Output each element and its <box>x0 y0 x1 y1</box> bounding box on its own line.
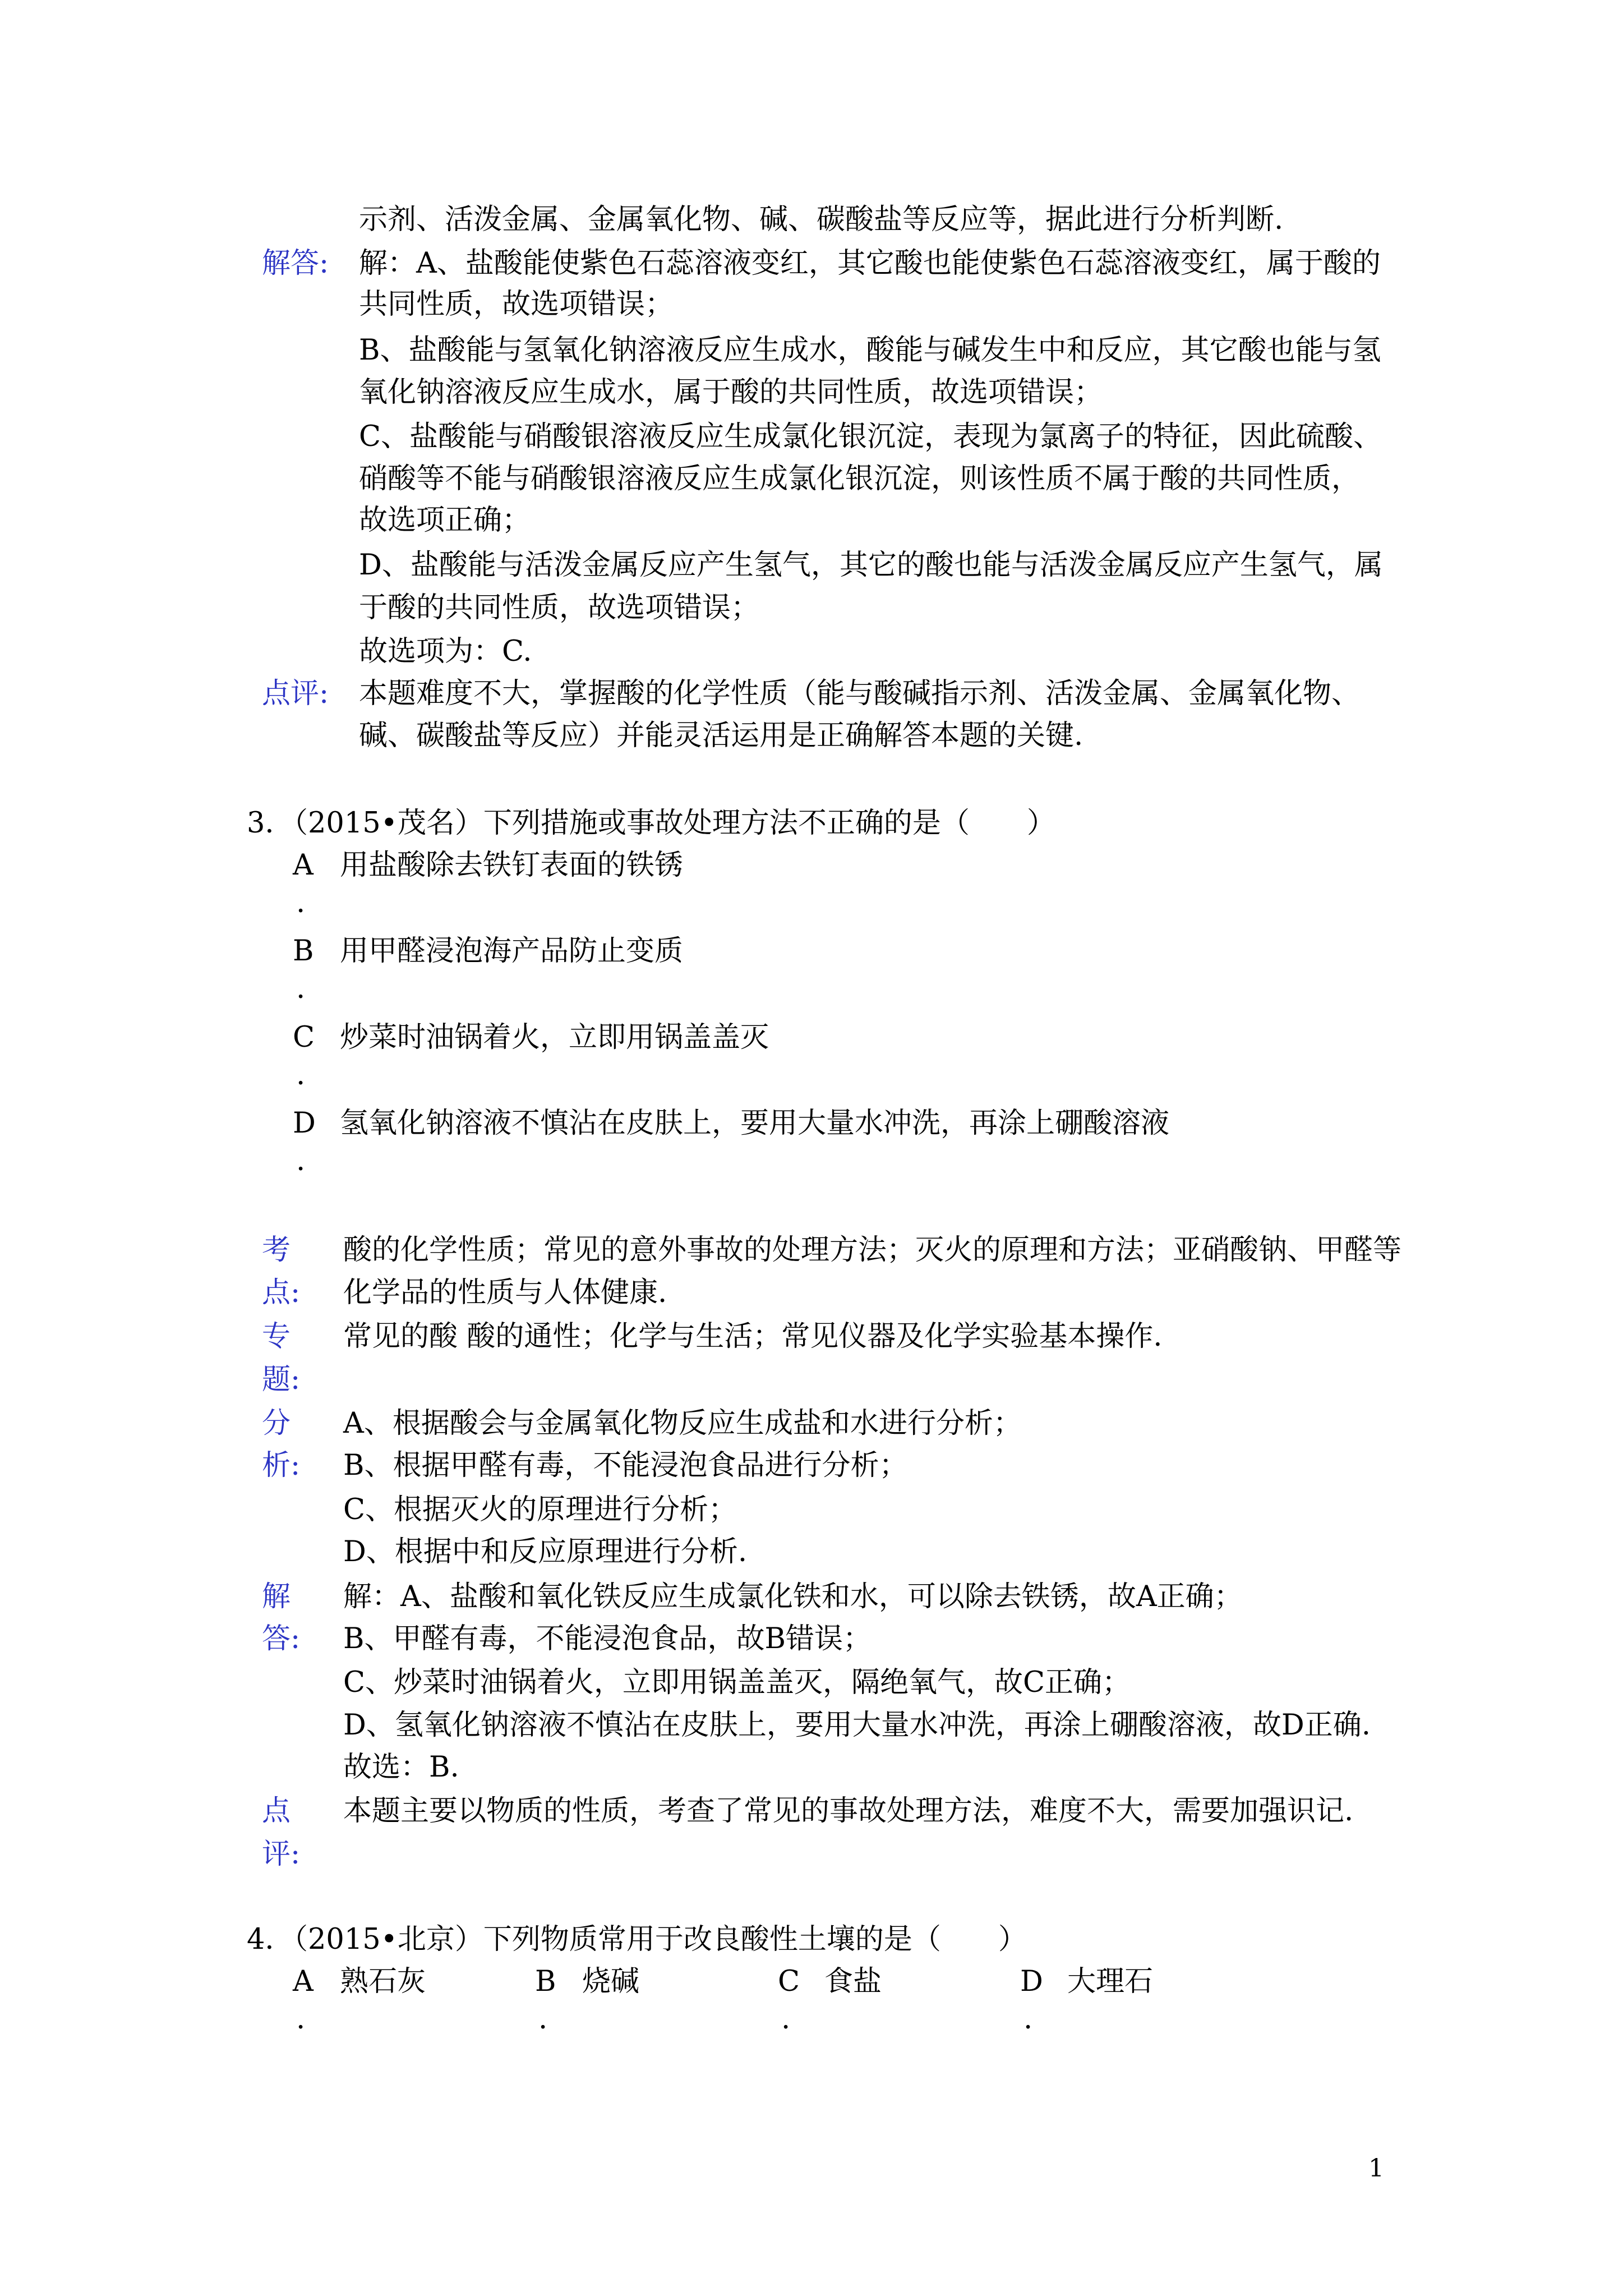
q4-option-dot: . <box>781 2003 791 2036</box>
q2-answer-line: 解：A、盐酸能使紫色石蕊溶液变红，其它酸也能使紫色石蕊溶液变红，属于酸的 <box>359 247 1381 280</box>
q3-option-letter: C <box>293 1021 315 1054</box>
q3-option-text: 炒菜时油锅着火，立即用锅盖盖灭 <box>340 1021 769 1054</box>
q2-answer-line: D、盐酸能与活泼金属反应产生氢气，其它的酸也能与活泼金属反应产生氢气，属 <box>359 549 1383 582</box>
q3-fenxi-line: D、根据中和反应原理进行分析. <box>343 1535 748 1568</box>
q3-option-letter: B <box>293 935 314 968</box>
q3-jieda-line: C、炒菜时油锅着火，立即用锅盖盖灭，隔绝氧气，故C正确； <box>343 1666 1131 1699</box>
q4-option-dot: . <box>1023 2003 1033 2036</box>
q3-kaodian-label: 点: <box>262 1276 301 1309</box>
q4-option-letter: C <box>778 1965 800 1998</box>
q4-option-letter: D <box>1020 1965 1043 1998</box>
q2-answer-line: 共同性质，故选项错误； <box>359 288 674 321</box>
q3-dianping-label: 点 <box>262 1795 291 1828</box>
q2-answer-line: 硝酸等不能与硝酸银溶液反应生成氯化银沉淀，则该性质不属于酸的共同性质， <box>359 462 1361 495</box>
q3-option-text: 用甲醛浸泡海产品防止变质 <box>340 935 684 968</box>
q3-fenxi-line: C、根据灭火的原理进行分析； <box>343 1493 737 1526</box>
q4-stem: 4．（2015•北京）下列物质常用于改良酸性土壤的是（ ） <box>247 1923 1027 1956</box>
q4-option-dot: . <box>538 2003 548 2036</box>
q3-zhuanti-line: 常见的酸 酸的通性；化学与生活；常见仪器及化学实验基本操作. <box>343 1320 1163 1353</box>
q3-stem: 3．（2015•茂名）下列措施或事故处理方法不正确的是（ ） <box>247 807 1055 840</box>
q2-answer-line: C、盐酸能与硝酸银溶液反应生成氯化银沉淀，表现为氯离子的特征，因此硫酸、 <box>359 420 1382 453</box>
q2-comment-line: 本题难度不大，掌握酸的化学性质（能与酸碱指示剂、活泼金属、金属氧化物、 <box>359 677 1361 710</box>
q3-kaodian-line: 酸的化学性质；常见的意外事故的处理方法；灭火的原理和方法；亚硝酸钠、甲醛等 <box>343 1234 1402 1267</box>
q3-fenxi-label: 析: <box>262 1449 301 1482</box>
q3-fenxi-line: B、根据甲醛有毒，不能浸泡食品进行分析； <box>343 1449 908 1482</box>
q2-answer-line: 故选项为：C. <box>359 635 532 668</box>
q4-option-text: 熟石灰 <box>340 1965 426 1998</box>
q3-kaodian-label: 考 <box>262 1234 291 1267</box>
q2-analysis-tail: 示剂、活泼金属、金属氧化物、碱、碳酸盐等反应等，据此进行分析判断. <box>359 203 1284 236</box>
q3-dianping-line: 本题主要以物质的性质，考查了常见的事故处理方法，难度不大，需要加强识记. <box>343 1795 1354 1828</box>
q2-answer-label: 解答: <box>262 247 329 280</box>
q3-jieda-line: B、甲醛有毒，不能浸泡食品，故B错误； <box>343 1622 872 1655</box>
q3-option-dot: . <box>296 972 306 1005</box>
q4-option-text: 食盐 <box>824 1965 882 1998</box>
q3-fenxi-line: A、根据酸会与金属氧化物反应生成盐和水进行分析； <box>343 1407 1022 1440</box>
q3-option-dot: . <box>296 1059 306 1092</box>
q3-zhuanti-label: 专 <box>262 1320 291 1353</box>
q3-jieda-label: 答: <box>262 1622 301 1655</box>
q3-option-text: 氢氧化钠溶液不慎沾在皮肤上，要用大量水冲洗，再涂上硼酸溶液 <box>340 1107 1170 1140</box>
q3-jieda-line: 故选：B. <box>343 1751 459 1784</box>
q3-zhuanti-label: 题: <box>262 1363 301 1396</box>
page-number: 1 <box>1368 2154 1384 2183</box>
q2-comment-line: 碱、碳酸盐等反应）并能灵活运用是正确解答本题的关键. <box>359 719 1083 752</box>
q3-dianping-label: 评: <box>262 1838 301 1871</box>
q2-comment-label: 点评: <box>262 677 329 710</box>
q3-jieda-line: 解：A、盐酸和氧化铁反应生成氯化铁和水，可以除去铁锈，故A正确； <box>343 1580 1243 1613</box>
q3-option-dot: . <box>296 886 306 919</box>
q4-option-text: 大理石 <box>1067 1965 1154 1998</box>
q3-option-dot: . <box>296 1144 306 1177</box>
q2-answer-line: 于酸的共同性质，故选项错误； <box>359 591 760 624</box>
q3-jieda-line: D、氢氧化钠溶液不慎沾在皮肤上，要用大量水冲洗，再涂上硼酸溶液，故D正确. <box>343 1709 1371 1742</box>
q3-option-letter: D <box>293 1107 316 1140</box>
q2-answer-line: 氧化钠溶液反应生成水，属于酸的共同性质，故选项错误； <box>359 376 1103 409</box>
q4-option-letter: B <box>535 1965 556 1998</box>
q2-answer-line: B、盐酸能与氢氧化钠溶液反应生成水，酸能与碱发生中和反应，其它酸也能与氢 <box>359 334 1381 367</box>
q3-jieda-label: 解 <box>262 1580 291 1613</box>
q3-option-text: 用盐酸除去铁钉表面的铁锈 <box>340 849 684 882</box>
q4-option-letter: A <box>293 1965 313 1998</box>
q3-kaodian-line: 化学品的性质与人体健康. <box>343 1276 667 1309</box>
q4-option-text: 烧碱 <box>582 1965 640 1998</box>
q2-answer-line: 故选项正确； <box>359 504 531 537</box>
q4-option-dot: . <box>296 2003 306 2036</box>
q3-fenxi-label: 分 <box>262 1407 291 1440</box>
q3-option-letter: A <box>293 849 313 882</box>
